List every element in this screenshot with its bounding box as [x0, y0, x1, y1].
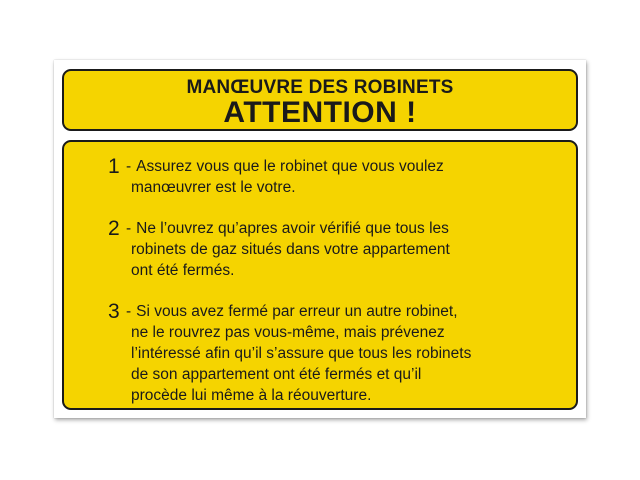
- instruction-dash: -: [126, 158, 132, 175]
- instruction-list: [108, 156, 568, 426]
- sign-header-panel: [62, 69, 578, 131]
- sign-body-panel: [62, 140, 578, 410]
- instruction-number: 3: [108, 300, 120, 323]
- instruction-number: 2: [108, 217, 120, 240]
- sign-subtitle: MANŒUVRE DES ROBINETS: [186, 77, 454, 98]
- instruction-dash: -: [126, 303, 132, 320]
- instruction-dash: -: [126, 220, 132, 237]
- instruction-line: de son appartement ont été fermés et qu’il: [131, 366, 422, 383]
- instruction-item-2: [108, 218, 568, 281]
- instruction-line: ne le rouvrez pas vous-même, mais prévenez: [131, 324, 445, 341]
- instruction-item-1: [108, 156, 568, 198]
- instruction-item-3: [108, 301, 568, 406]
- instruction-line: ont été fermés.: [131, 262, 235, 279]
- instruction-line: manœuvrer est le votre.: [131, 179, 296, 196]
- instruction-number: 1: [108, 155, 120, 178]
- instruction-line: Si vous avez fermé par erreur un autre robinet,: [136, 303, 458, 320]
- instruction-line: procède lui même à la réouverture.: [131, 387, 372, 404]
- instruction-line: Assurez vous que le robinet que vous voulez: [136, 158, 444, 175]
- instruction-line: Ne l’ouvrez qu’apres avoir vérifié que tous les: [136, 220, 449, 237]
- instruction-line: l’intéressé afin qu’il s’assure que tous les robinets: [131, 345, 472, 362]
- warning-sign: [54, 60, 586, 418]
- sign-title: ATTENTION !: [223, 96, 417, 129]
- instruction-line: robinets de gaz situés dans votre appartement: [131, 241, 450, 258]
